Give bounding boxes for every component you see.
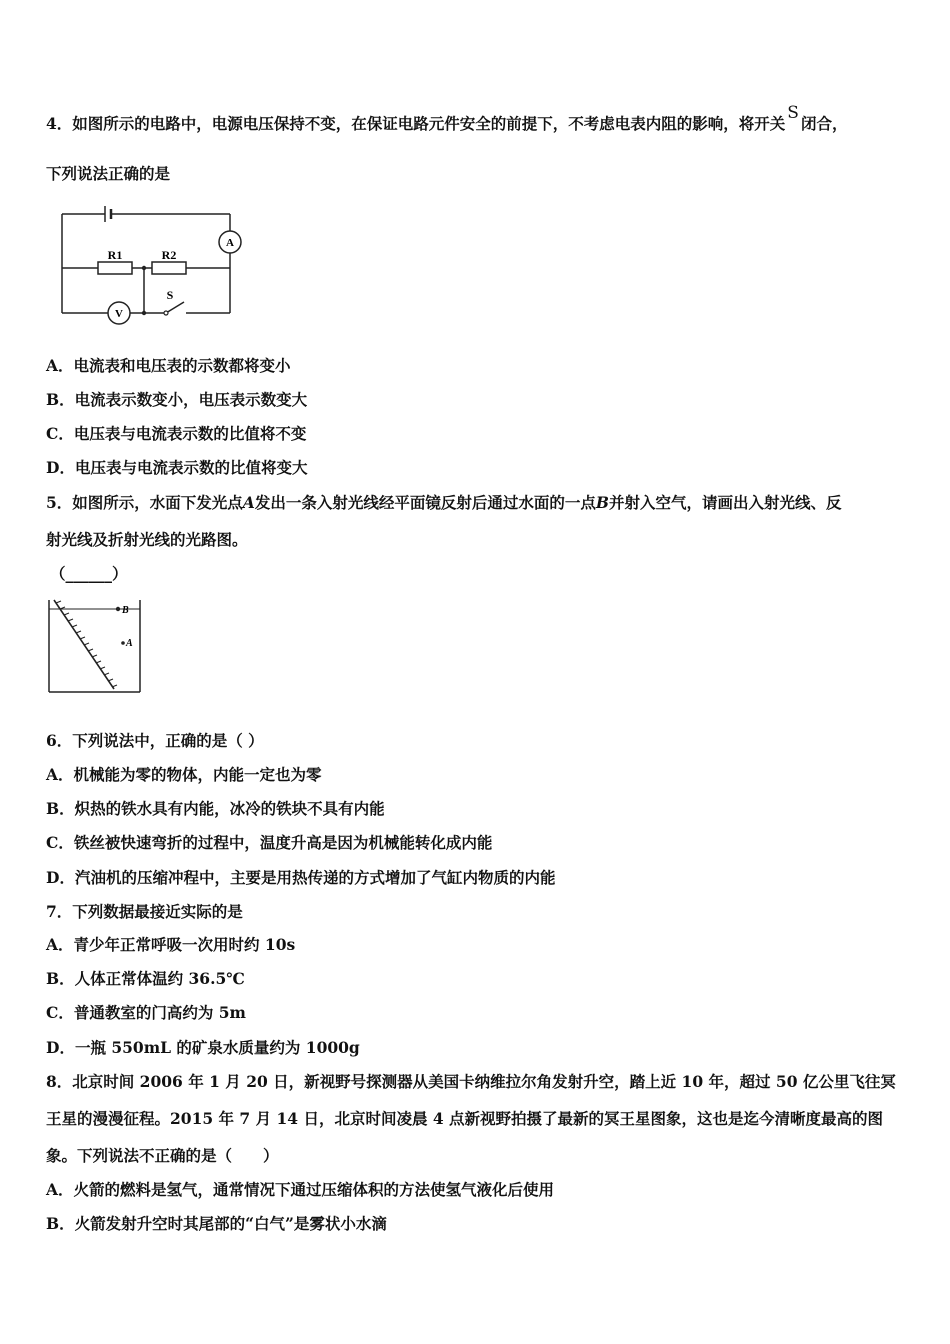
point-b-dot [116, 607, 120, 611]
resistor-r2-label: R2 [161, 248, 177, 262]
point-a-label: A [126, 638, 133, 649]
q5-point-a: A [242, 493, 255, 512]
q5-mirror-diagram [44, 596, 154, 696]
q4-stem-text: 4．如图所示的电路中，电源电压保持不变，在保证电路元件安全的前提下，不考虑电表内阻的影响，将开关 [46, 114, 786, 133]
q8-option-a: A．火箭的燃料是氢气，通常情况下通过压缩体积的方法使氢气液化后使用 [46, 1180, 555, 1199]
q8-stem-line-1: 8．北京时间 2006 年 1 月 20 日，新视野号探测器从美国卡纳维拉尔角发射升空，踏上近 10 年，超过 50 亿公里飞往冥 [46, 1072, 896, 1091]
voltmeter-label: V [115, 308, 123, 320]
q4-switch-symbol: S [787, 103, 799, 123]
q5-stem-text: 发出一条入射光线经平面镜反射后通过水面的一点 [254, 493, 596, 512]
q4-stem-end: 闭合， [800, 114, 848, 133]
q7-option-d: D．一瓶 550mL 的矿泉水质量约为 1000g [46, 1038, 360, 1057]
q7-stem: 7．下列数据最接近实际的是 [46, 902, 243, 921]
q4-option-b: B．电流表示数变小，电压表示数变大 [46, 390, 308, 409]
q5-answer-blank: （______） [50, 564, 128, 583]
q8-stem-line-2: 王星的漫漫征程。2015 年 7 月 14 日，北京时间凌晨 4 点新视野拍摄了最新的冥王星图象，这也是迄今清晰度最高的图 [46, 1109, 884, 1128]
q8-option-b: B．火箭发射升空时其尾部的“白气”是雾状小水滴 [46, 1214, 387, 1233]
q6-stem: 6．下列说法中，正确的是（ ） [46, 731, 264, 750]
q8-stem-line-3: 象。下列说法不正确的是（ ） [46, 1146, 279, 1165]
q4-circuit-diagram [56, 198, 248, 328]
point-b-label: B [122, 605, 129, 616]
ammeter-label: A [226, 237, 234, 249]
q5-stem-line-2: 射光线及折射光线的光路图。 [46, 530, 248, 549]
q5-stem-text: 5．如图所示，水面下发光点 [46, 493, 243, 512]
q5-stem-text: 并射入空气，请画出入射光线、反 [608, 493, 842, 512]
q7-option-c: C．普通教室的门高约为 5m [46, 1003, 246, 1022]
switch-label: S [166, 288, 174, 302]
junction-dot [142, 266, 146, 270]
junction-dot [142, 311, 146, 315]
q4-stem-line-1 [46, 103, 848, 134]
q6-option-a: A．机械能为零的物体，内能一定也为零 [46, 765, 322, 784]
q4-option-d: D．电压表与电流表示数的比值将变大 [46, 458, 308, 477]
q7-option-a: A．青少年正常呼吸一次用时约 10s [46, 935, 296, 954]
switch-contact [164, 311, 168, 315]
q6-option-c: C．铁丝被快速弯折的过程中，温度升高是因为机械能转化成内能 [46, 833, 493, 852]
q6-option-b: B．炽热的铁水具有内能，冰冷的铁块不具有内能 [46, 799, 385, 818]
q5-point-b: B [595, 493, 609, 512]
point-a-dot [121, 641, 125, 645]
q7-option-b: B．人体正常体温约 36.5℃ [46, 969, 245, 988]
q4-option-c: C．电压表与电流表示数的比值将不变 [46, 424, 307, 443]
q4-option-a: A．电流表和电压表的示数都将变小 [46, 356, 291, 375]
q5-stem-line-1 [46, 493, 841, 513]
mirror-hatching [56, 601, 117, 687]
resistor-r1-label: R1 [107, 248, 123, 262]
q6-option-d: D．汽油机的压缩冲程中，主要是用热传递的方式增加了气缸内物质的内能 [46, 868, 556, 887]
q4-stem-line-2: 下列说法正确的是 [46, 164, 171, 183]
